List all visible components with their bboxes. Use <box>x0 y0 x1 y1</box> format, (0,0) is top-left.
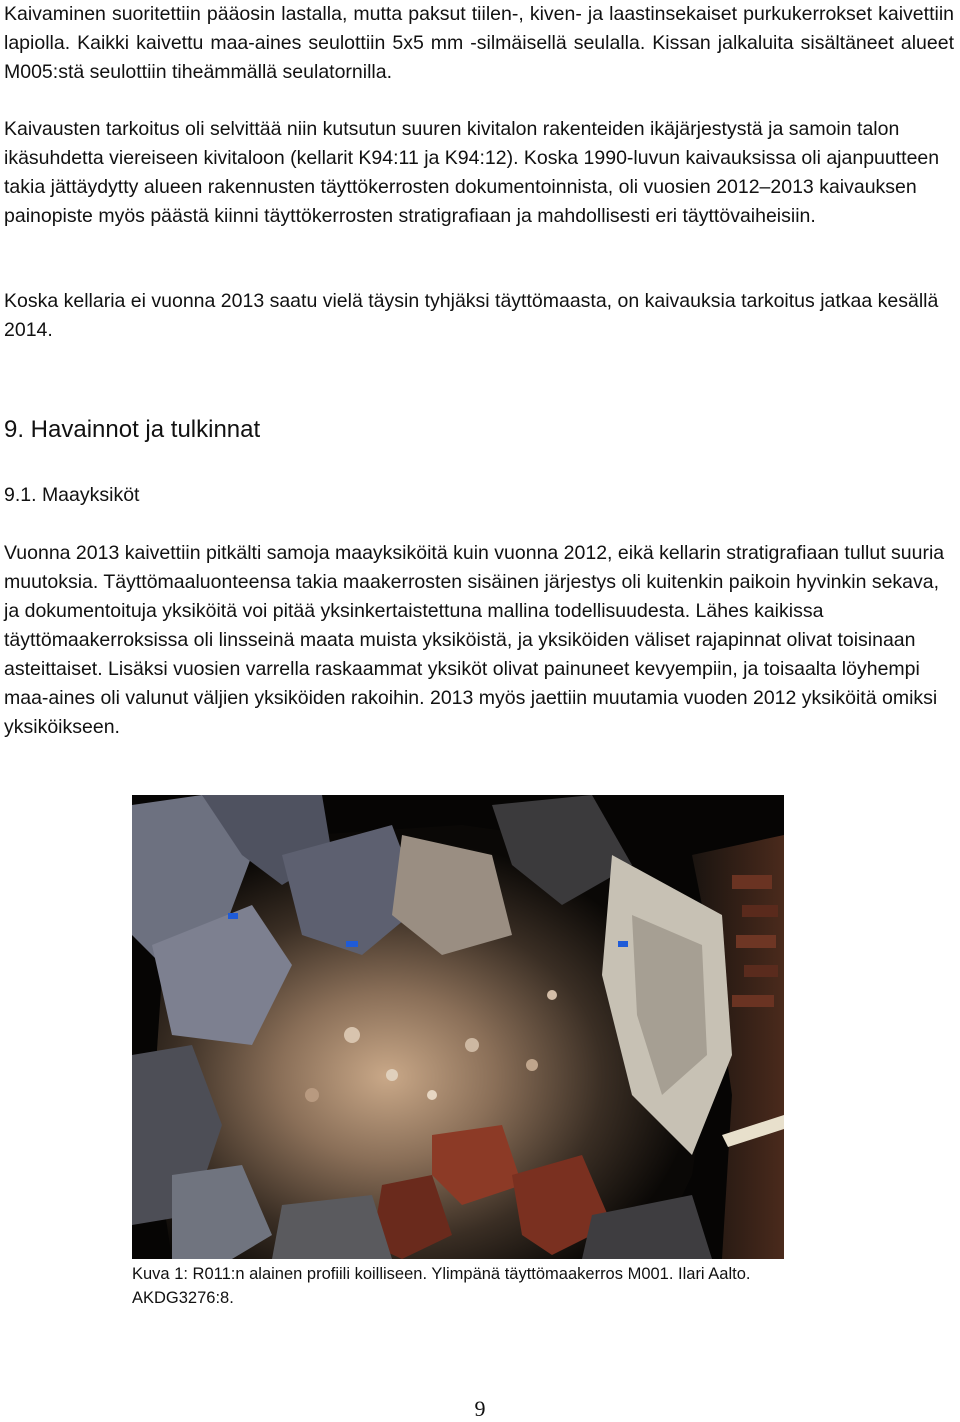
section-heading: 9. Havainnot ja tulkinnat <box>4 416 261 443</box>
paragraph-excavation-purpose: Kaivausten tarkoitus oli selvittää niin kutsutun suuren kivitalon rakenteiden ikäjärjestystä ja samoin talon ikäsuhdetta viereiseen kivitaloon (kellarit K94:11 ja K94:12). Koska 1990-luvun kaivauksissa oli ajanpuutteen takia jättäydytty alueen rakennusten täyttökerrosten dokumentoinnista, oli vuosien 2012–2013 kaivauksen painopiste myös päästä kiinni täyttökerrosten stratigrafiaan ja mahdollisesti eri täyttövaiheisiin. <box>4 118 940 227</box>
excavation-profile-photo <box>132 795 784 1259</box>
paragraph-excavation-method: Kaivaminen suoritettiin pääosin lastalla, mutta paksut tiilen-, kiven- ja laastinsekaiset purkukerrokset kaivettiin lapiolla. Kaikki kaivettu maa-aines seulottiin 5x5 mm -silmäisellä seulalla. Kissan jalkaluita sisältäneet alueet M005:stä seulottiin tiheämmällä seulatornilla. <box>4 3 954 83</box>
paragraph-continuation: Koska kellaria ei vuonna 2013 saatu vielä täysin tyhjäksi täyttömaasta, on kaivauksia tarkoitus jatkaa kesällä 2014. <box>4 290 939 341</box>
subsection-heading: 9.1. Maayksiköt <box>4 484 140 506</box>
figure-caption: Kuva 1: R011:n alainen profiili koilliseen. Ylimpänä täyttömaakerros M001. Ilari Aalto. AKDG3276:8. <box>132 1265 751 1307</box>
paragraph-soil-units: Vuonna 2013 kaivettiin pitkälti samoja maayksiköitä kuin vuonna 2012, eikä kellarin stratigrafiaan tullut suuria muutoksia. Täyttömaaluonteensa takia maakerrosten sisäinen järjestys oli kuitenkin paikoin hyvinkin sekava, ja dokumentoituja yksiköitä voi pitää yksinkertaistettuna mallina todellisuudesta. Lähes kaikissa täyttömaakerroksissa oli linsseinä maata muista yksiköistä, ja yksiköiden väliset rajapinnat olivat toisinaan asteittaiset. Lisäksi vuosien varrella raskaammat yksiköt olivat painuneet kevyempiin, ja toisaalta löyhempi maa-aines oli valunut väljien yksiköiden rakoihin. 2013 myös jaettiin muutamia vuoden 2012 yksiköitä omiksi yksiköikseen. <box>4 542 945 738</box>
page-number: 9 <box>474 1396 486 1421</box>
